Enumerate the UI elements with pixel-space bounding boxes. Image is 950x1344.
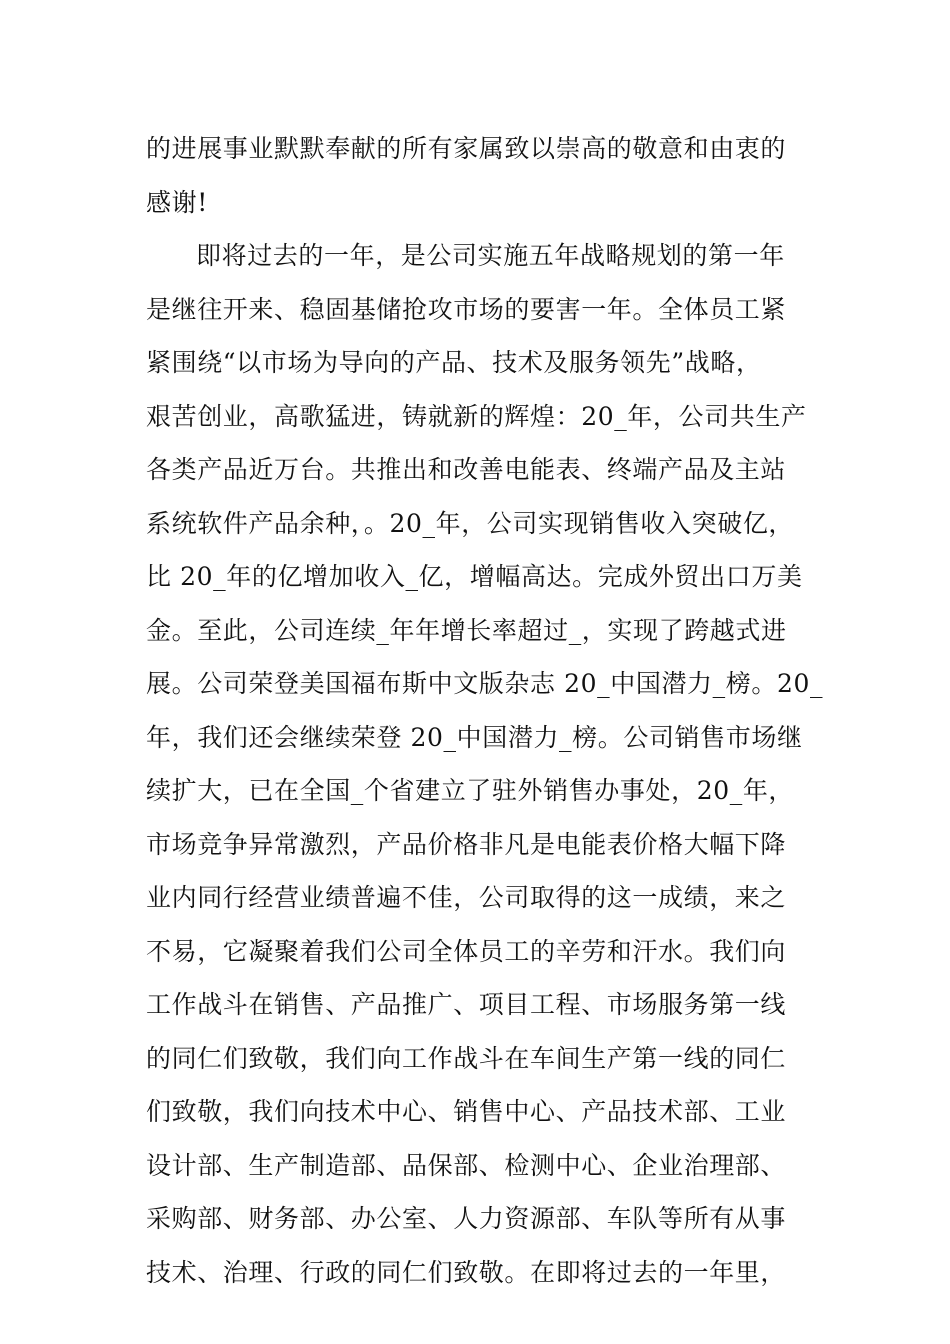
text-line: 技术、治理、行政的同仁们致敬。在即将过去的一年里， [146, 1257, 787, 1287]
text-line: 设计部、生产制造部、品保部、检测中心、企业治理部、 [146, 1150, 787, 1180]
text-line: 续扩大，已在全国_个省建立了驻外销售办事处，20_年， [146, 776, 795, 805]
body-text [146, 128, 846, 1305]
text-line: 工作战斗在销售、产品推广、项目工程、市场服务第一线 [146, 990, 787, 1019]
text-line: 业内同行经营业绩普遍不佳，公司取得的这一成绩，来之 [146, 883, 787, 912]
text-line: 比 20_年的亿增加收入_亿，增幅高达。完成外贸出口万美 [146, 562, 803, 591]
text-line: 的进展事业默默奉献的所有家属致以崇高的敬意和由衷的 [146, 134, 787, 163]
text-line: 们致敬，我们向技术中心、销售中心、产品技术部、工业 [146, 1097, 787, 1126]
text-line: 紧围绕“以市场为导向的产品、技术及服务领先”战略， [146, 348, 762, 377]
text-line: 艰苦创业，高歌猛进，铸就新的辉煌：20_年，公司共生产 [146, 401, 807, 431]
text-line: 金。至此，公司连续_年年增长率超过_，实现了跨越式进 [146, 615, 787, 645]
paragraph-start-line: 即将过去的一年，是公司实施五年战略规划的第一年 [196, 241, 785, 270]
text-line: 年，我们还会继续荣登 20_中国潜力_榜。公司销售市场继 [146, 722, 803, 752]
text-line: 是继往开来、稳固基储抢攻市场的要害一年。全体员工紧 [146, 294, 787, 324]
text-line: 市场竞争异常激烈，产品价格非凡是电能表价格大幅下降 [146, 829, 787, 859]
text-line: 系统软件产品余种，。20_年，公司实现销售收入突破亿， [146, 508, 795, 538]
text-line: 各类产品近万台。共推出和改善电能表、终端产品及主站 [146, 455, 787, 484]
text-line: 不易，它凝聚着我们公司全体员工的辛劳和汗水。我们向 [146, 936, 787, 966]
text-line: 展。公司荣登美国福布斯中文版杂志 20_中国潜力_榜。20_ [146, 669, 824, 698]
text-line: 采购部、财务部、办公室、人力资源部、车队等所有从事 [146, 1204, 787, 1233]
text-line: 感谢! [146, 187, 208, 217]
text-line: 的同仁们致敬，我们向工作战斗在车间生产第一线的同仁 [146, 1043, 787, 1073]
